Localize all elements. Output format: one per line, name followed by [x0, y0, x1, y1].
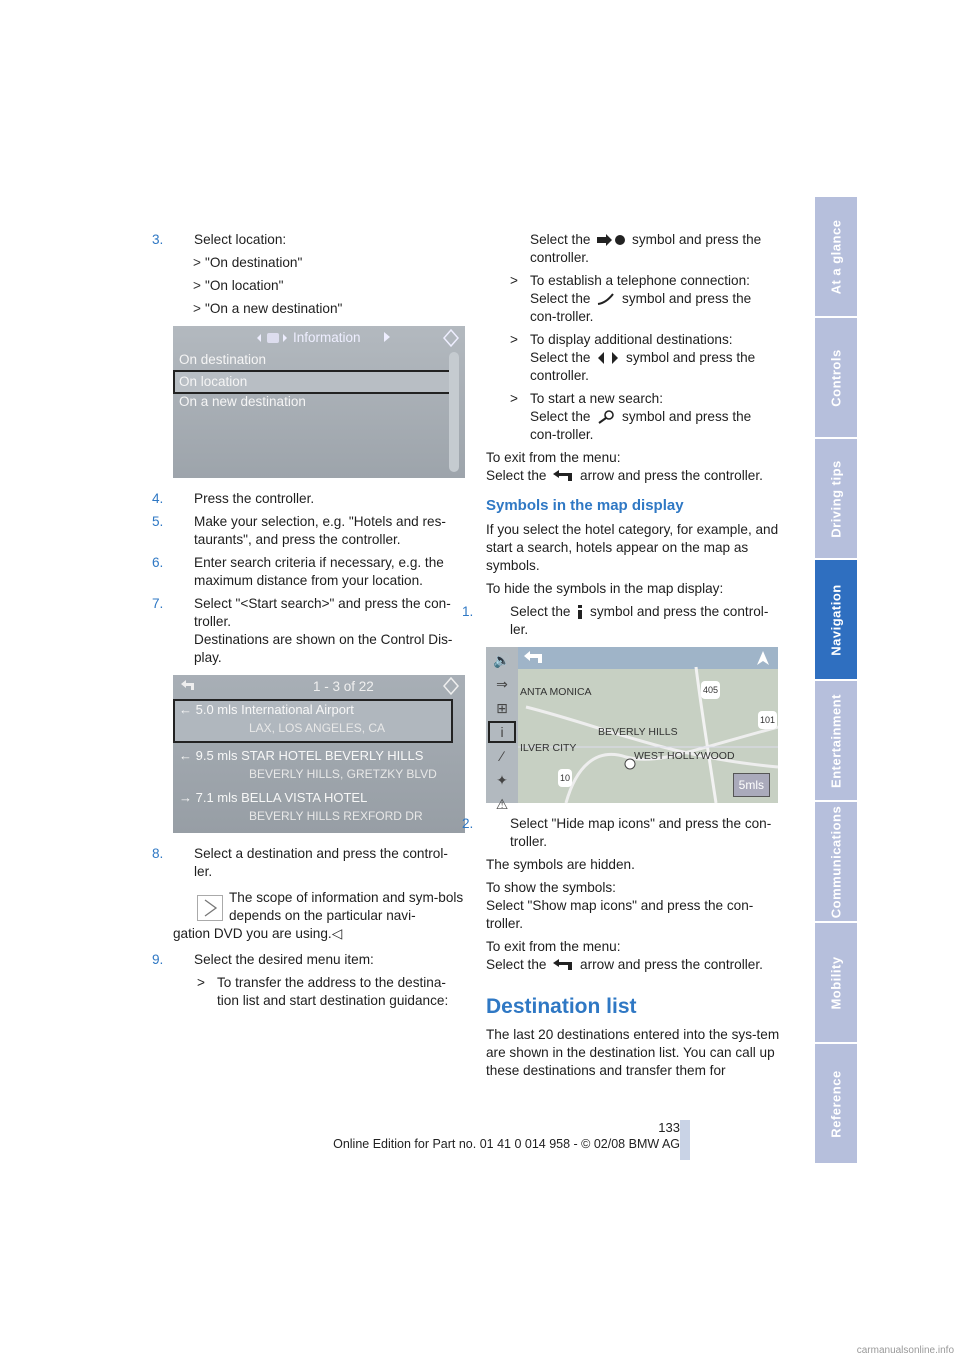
- left-column: [152, 231, 465, 1015]
- paragraph: The symbols are hidden.: [486, 857, 635, 872]
- back-arrow-icon: [552, 958, 574, 972]
- info-title: Information: [293, 330, 361, 345]
- options-icon: [443, 329, 459, 347]
- destination-guidance-icon: [596, 233, 626, 247]
- exit-menu-label: To exit from the menu:: [486, 939, 621, 954]
- paragraph: Select "Show map icons" and press the con-troller.: [486, 898, 754, 931]
- step-5: 5. Make your selection, e.g. "Hotels and res-taurants", and press the controller.: [152, 514, 446, 547]
- highway-shield: 405: [701, 681, 720, 699]
- step-3: 3. Select location:: [152, 232, 287, 247]
- search-icon: [596, 410, 616, 424]
- tab-driving-tips[interactable]: Driving tips: [815, 439, 857, 558]
- results-count: 1 - 3 of 22: [313, 679, 374, 694]
- step-9: 9. Select the desired menu item:: [152, 952, 374, 967]
- phone-icon: [596, 292, 616, 306]
- results-title-bar: [173, 675, 465, 697]
- map-label: WEST HOLLYWOOD: [634, 750, 735, 762]
- tab-reference[interactable]: Reference: [815, 1044, 857, 1163]
- page-number: 133: [658, 1120, 680, 1135]
- map-step-2: 2. Select "Hide map icons" and press the con-troller.: [462, 816, 772, 849]
- step-7: 7. Select "<Start search>" and press the con-troller.: [152, 596, 451, 629]
- result-item[interactable]: → 7.1 mls BELLA VISTA HOTEL BEVERLY HILLS REXFORD DR: [179, 790, 423, 823]
- compass-icon[interactable]: [756, 650, 770, 666]
- info-icon[interactable]: i: [488, 721, 516, 743]
- option-on-new-destination: > "On a new destination": [193, 301, 343, 316]
- exit-menu-instruction: Select the arrow and press the controller.: [486, 468, 763, 483]
- right-column: [462, 231, 780, 1085]
- step-4: 4. Press the controller.: [152, 491, 315, 506]
- new-search-option: > To start a new search: Select the symbol and press the con-troller.: [510, 391, 752, 442]
- edition-line: Online Edition for Part no. 01 41 0 014 958 - © 02/08 BMW AG: [333, 1137, 680, 1151]
- tab-navigation[interactable]: Navigation: [815, 560, 857, 679]
- info-item-on-new-destination[interactable]: On a new destination: [179, 394, 306, 409]
- exit-menu-label: To exit from the menu:: [486, 450, 621, 465]
- paragraph: To show the symbols:: [486, 880, 616, 895]
- route-icon[interactable]: ⇒: [496, 676, 508, 692]
- step-6: 6. Enter search criteria if necessary, e.g. the maximum distance from your location.: [152, 555, 444, 588]
- tab-controls[interactable]: Controls: [815, 318, 857, 437]
- map-scale[interactable]: 5mls: [733, 773, 770, 797]
- result-item[interactable]: ← 5.0 mls International Airport LAX, LOS ANGELES, CA: [173, 699, 453, 743]
- map-label: ILVER CITY: [520, 742, 577, 754]
- watermark: carmanualsonline.info: [856, 1345, 954, 1356]
- footer-block: [680, 1120, 690, 1160]
- map-step-1: 1. Select the symbol and press the control-ler.: [462, 604, 769, 637]
- chapter-tabs: [815, 197, 857, 1165]
- information-menu-screenshot: [173, 326, 465, 478]
- section-heading-symbols: Symbols in the map display: [486, 497, 684, 514]
- step-9-option-1: > To transfer the address to the destina-tion list and start destination guidance:: [197, 975, 449, 1008]
- search-results-screenshot: [173, 675, 465, 833]
- exit-menu-instruction: Select the arrow and press the controller.: [486, 957, 763, 972]
- info-item-on-destination[interactable]: On destination: [179, 352, 267, 367]
- tab-communications[interactable]: Communications: [815, 802, 857, 921]
- back-arrow-icon[interactable]: [522, 650, 544, 666]
- tab-entertainment[interactable]: Entertainment: [815, 681, 857, 800]
- option-on-location: > "On location": [193, 278, 284, 293]
- info-title-bar: [173, 326, 465, 350]
- highway-shield: 10: [558, 769, 572, 787]
- map-label: ANTA MONICA: [520, 686, 592, 698]
- note-text: The scope of information and sym-bols depends on the particular navi-: [229, 890, 464, 923]
- chevron-right-icon: [383, 331, 391, 343]
- road-icon[interactable]: ∕: [500, 748, 504, 764]
- info-icon: [576, 605, 584, 619]
- map-label: BEVERLY HILLS: [598, 726, 678, 738]
- note-icon: [197, 895, 223, 921]
- end-mark-icon: ◁: [331, 926, 343, 941]
- map-display-screenshot: [486, 647, 778, 812]
- info-scrollbar[interactable]: [449, 352, 459, 472]
- note: [173, 889, 465, 943]
- back-arrow-icon: [552, 469, 574, 483]
- telephone-option: > To establish a telephone connection: Select the symbol and press the con-troller.: [510, 273, 752, 324]
- volume-icon[interactable]: 🔊: [493, 652, 511, 668]
- paragraph: The last 20 destinations entered into the sys-tem are shown in the destination list. You can call up these destinations and transfer them for: [486, 1027, 780, 1078]
- left-right-arrows-icon: [596, 351, 620, 365]
- info-item-on-location[interactable]: On location: [173, 370, 453, 394]
- back-arrow-icon: [179, 679, 197, 693]
- section-heading-destination-list: Destination list: [486, 995, 637, 1018]
- step-7-detail: Destinations are shown on the Control Dis-play.: [194, 632, 453, 665]
- tab-mobility[interactable]: Mobility: [815, 923, 857, 1042]
- additional-destinations-option: > To display additional destinations: Select the symbol and press the controller.: [510, 332, 756, 383]
- warning-icon[interactable]: ⚠: [495, 796, 509, 812]
- step-8: 8. Select a destination and press the control-ler.: [152, 846, 448, 879]
- options-icon: [443, 677, 459, 695]
- option-on-destination: > "On destination": [193, 255, 303, 270]
- paragraph: To hide the symbols in the map display:: [486, 581, 724, 596]
- map-sidebar: [486, 647, 518, 812]
- paragraph: If you select the hotel category, for example, and start a search, hotels appear on the map as symbols.: [486, 522, 779, 573]
- traffic-icon[interactable]: ✦: [496, 772, 508, 788]
- highway-shield: 101: [758, 711, 777, 729]
- note-tail: gation DVD you are using.◁: [173, 926, 343, 941]
- tab-at-a-glance[interactable]: At a glance: [815, 197, 857, 316]
- transfer-instruction: Select the symbol and press the controller.: [530, 232, 762, 265]
- result-item[interactable]: ← 9.5 mls STAR HOTEL BEVERLY HILLS BEVERLY HILLS, GRETZKY BLVD: [179, 748, 437, 781]
- info-chevrons-icon: [253, 331, 287, 345]
- grid-icon[interactable]: ⊞: [496, 700, 508, 716]
